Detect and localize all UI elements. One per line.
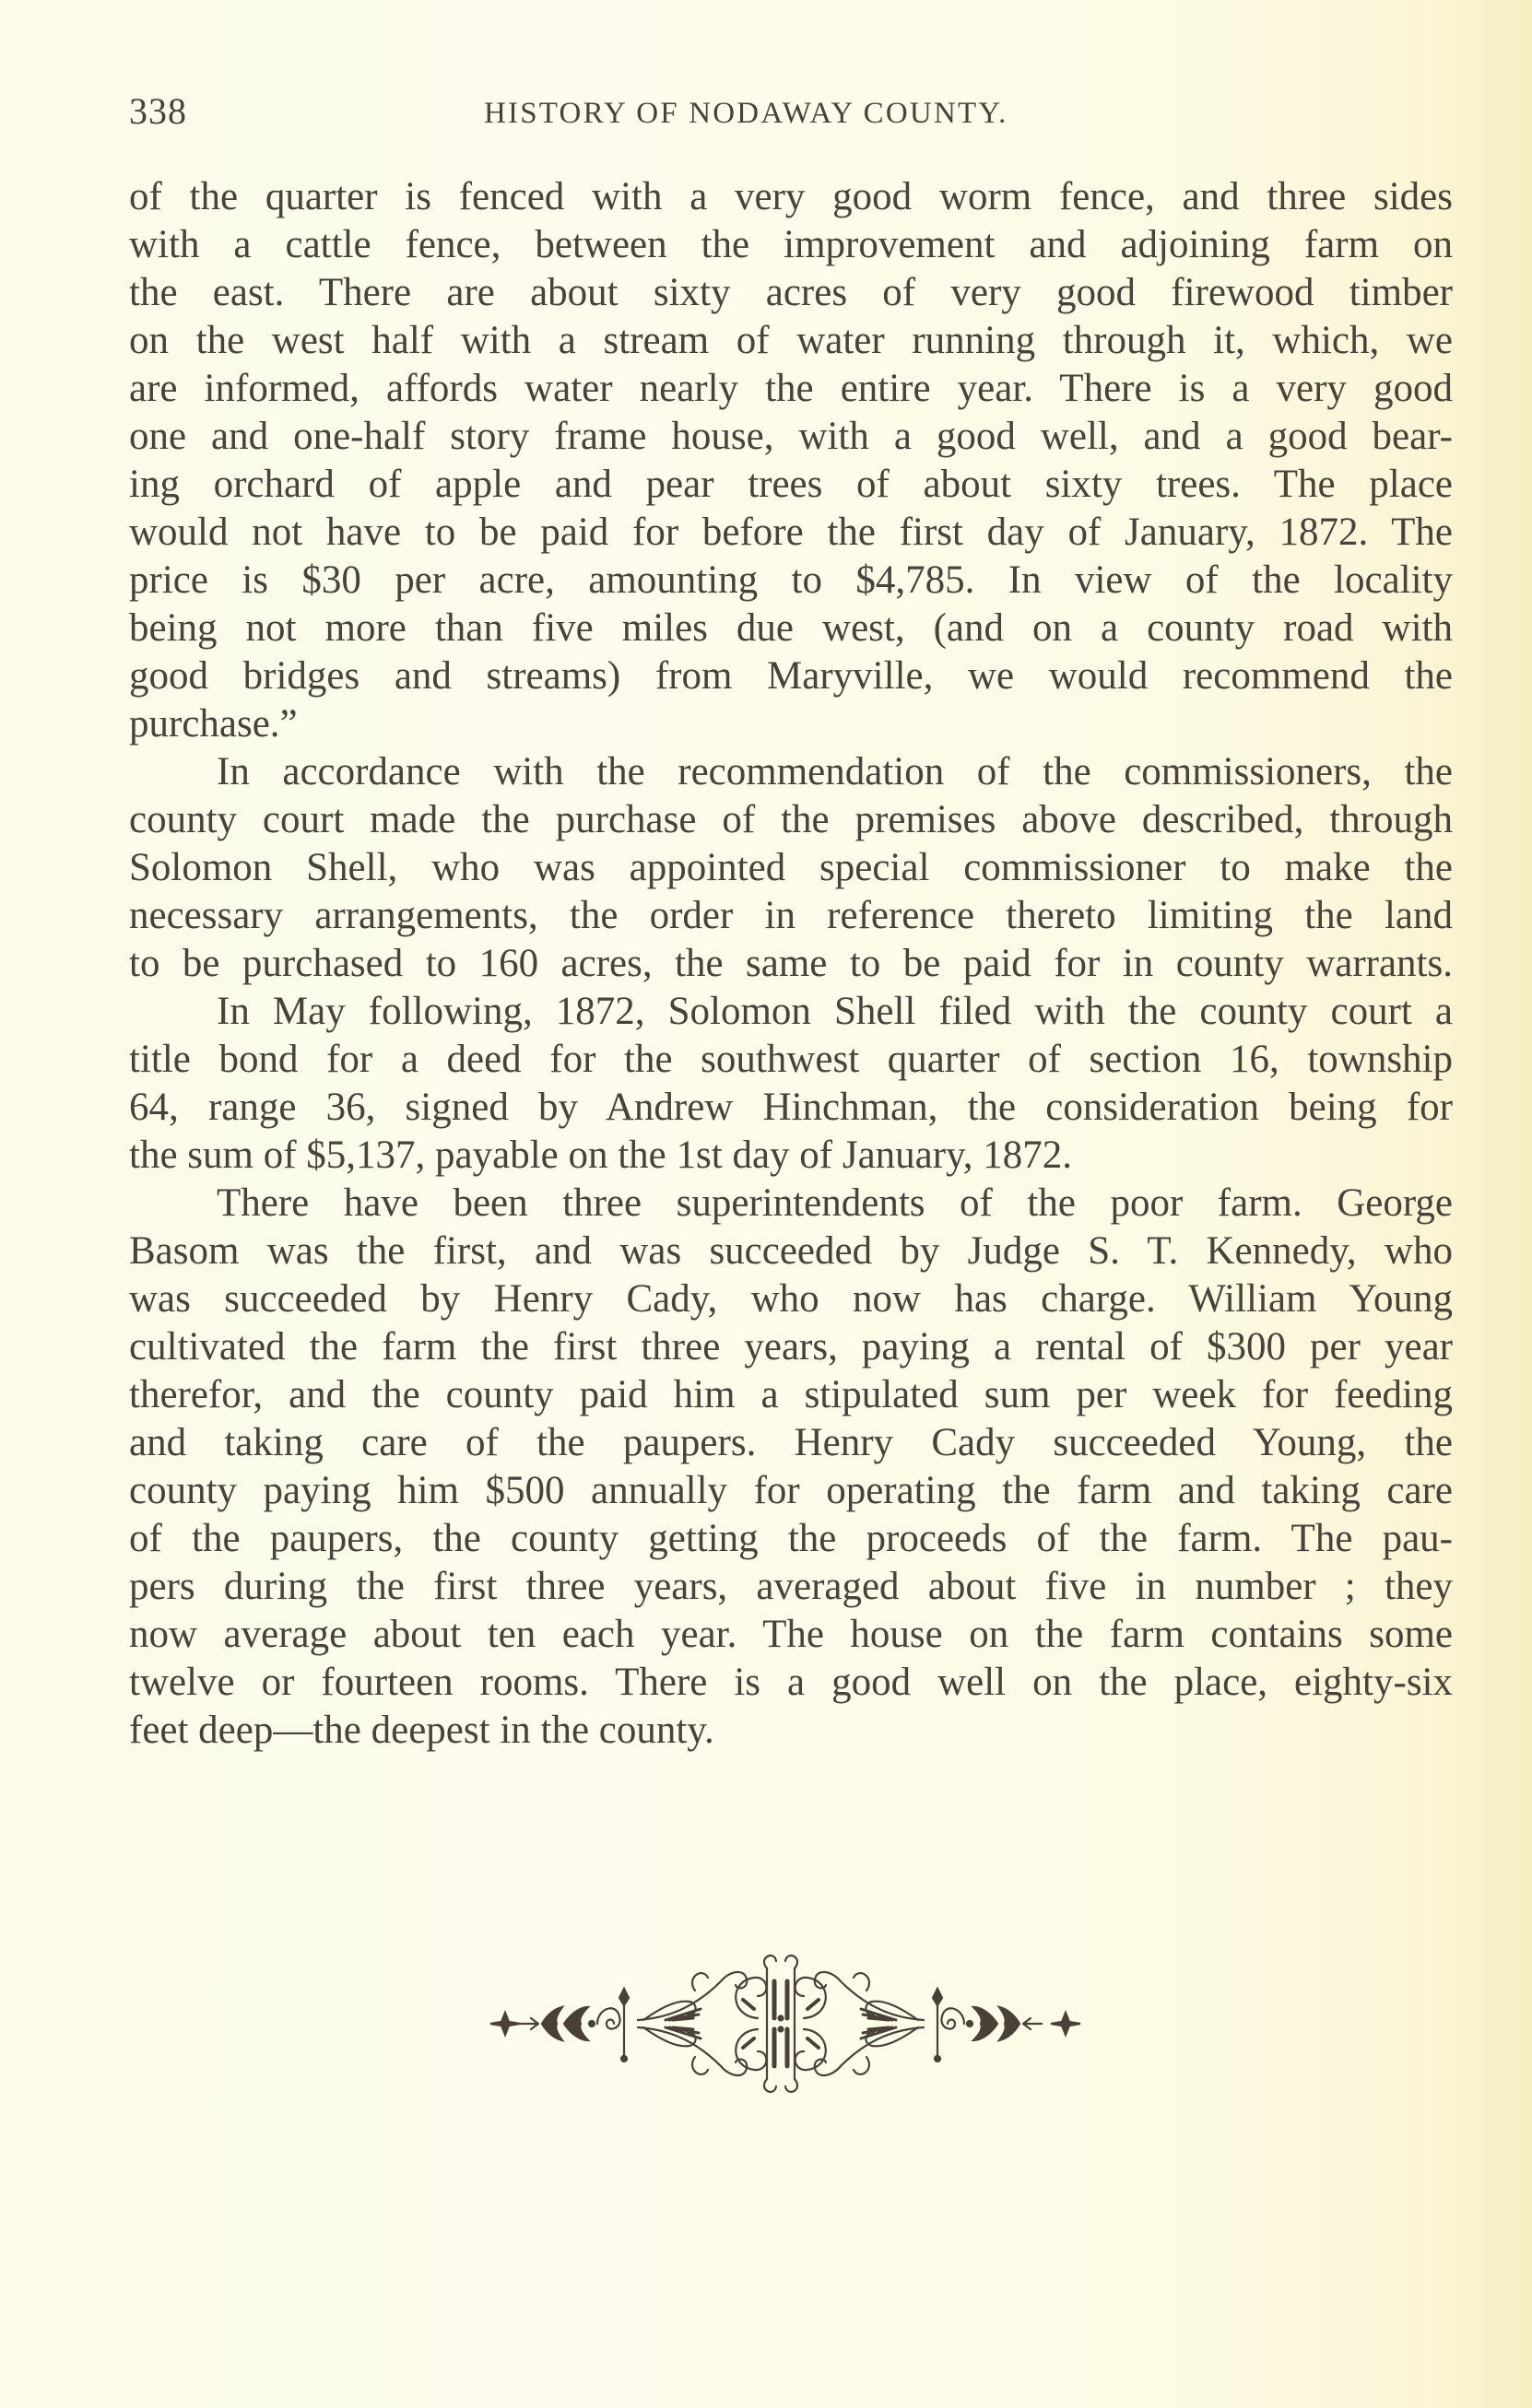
body-text [129, 173, 1453, 1755]
text-line: pers during the first three years, averaged about five in number ; they [129, 1565, 1453, 1608]
text-line: Basom was the first, and was succeeded by Judge S. T. Kennedy, who [129, 1229, 1453, 1273]
text-line: being not more than five miles due west, (and on a county road with [129, 606, 1453, 650]
text-line: would not have to be paid for before the first day of January, 1872. The [129, 511, 1453, 554]
text-line: on the west half with a stream of water running through it, which, we [129, 319, 1453, 362]
text-line: good bridges and streams) from Maryville, we would recommend the [129, 654, 1453, 698]
text-line: to be purchased to 160 acres, the same to be paid for in county warrants. [129, 942, 1453, 985]
text-line: necessary arrangements, the order in reference thereto limiting the land [129, 894, 1453, 937]
text-line-paragraph-end: purchase.” [129, 702, 298, 746]
running-head-title: HISTORY OF NODAWAY COUNTY. [484, 97, 1008, 130]
text-line: of the paupers, the county getting the proceeds of the farm. The pau- [129, 1517, 1453, 1560]
decorative-tailpiece-icon [481, 1944, 1099, 2101]
text-line: therefor, and the county paid him a stipulated sum per week for feeding [129, 1373, 1453, 1416]
text-line-paragraph-end: the sum of $5,137, payable on the 1st day of January, 1872. [129, 1134, 1073, 1177]
text-line: title bond for a deed for the southwest quarter of section 16, township [129, 1038, 1453, 1081]
text-line: 64, range 36, signed by Andrew Hinchman, the consideration being for [129, 1086, 1453, 1129]
text-line: was succeeded by Henry Cady, who now has charge. William Young [129, 1277, 1453, 1321]
text-line-paragraph-end: feet deep—the deepest in the county. [129, 1709, 714, 1752]
text-line: one and one-half story frame house, with a good well, and a good bear- [129, 415, 1453, 458]
text-line: price is $30 per acre, amounting to $4,785. In view of the locality [129, 558, 1453, 602]
text-line-paragraph-start: In accordance with the recommendation of the commissioners, the [217, 750, 1453, 793]
text-line: are informed, affords water nearly the entire year. There is a very good [129, 367, 1453, 410]
text-line: Solomon Shell, who was appointed special commissioner to make the [129, 846, 1453, 889]
text-line-paragraph-start: In May following, 1872, Solomon Shell filed with the county court a [217, 990, 1453, 1033]
text-line: twelve or fourteen rooms. There is a good well on the place, eighty-six [129, 1661, 1453, 1704]
page-number: 338 [129, 90, 187, 132]
text-line: the east. There are about sixty acres of very good firewood timber [129, 271, 1453, 314]
text-line: county paying him $500 annually for operating the farm and taking care [129, 1469, 1453, 1512]
text-line: of the quarter is fenced with a very good worm fence, and three sides [129, 175, 1453, 218]
text-line: cultivated the farm the first three years, paying a rental of $300 per year [129, 1325, 1453, 1368]
text-line: with a cattle fence, between the improvement and adjoining farm on [129, 223, 1453, 266]
text-line: and taking care of the paupers. Henry Cady succeeded Young, the [129, 1421, 1453, 1464]
text-line: ing orchard of apple and pear trees of about sixty trees. The place [129, 463, 1453, 506]
text-line: county court made the purchase of the premises above described, through [129, 798, 1453, 841]
text-line-paragraph-start: There have been three superintendents of the poor farm. George [217, 1181, 1453, 1225]
text-line: now average about ten each year. The house on the farm contains some [129, 1613, 1453, 1656]
